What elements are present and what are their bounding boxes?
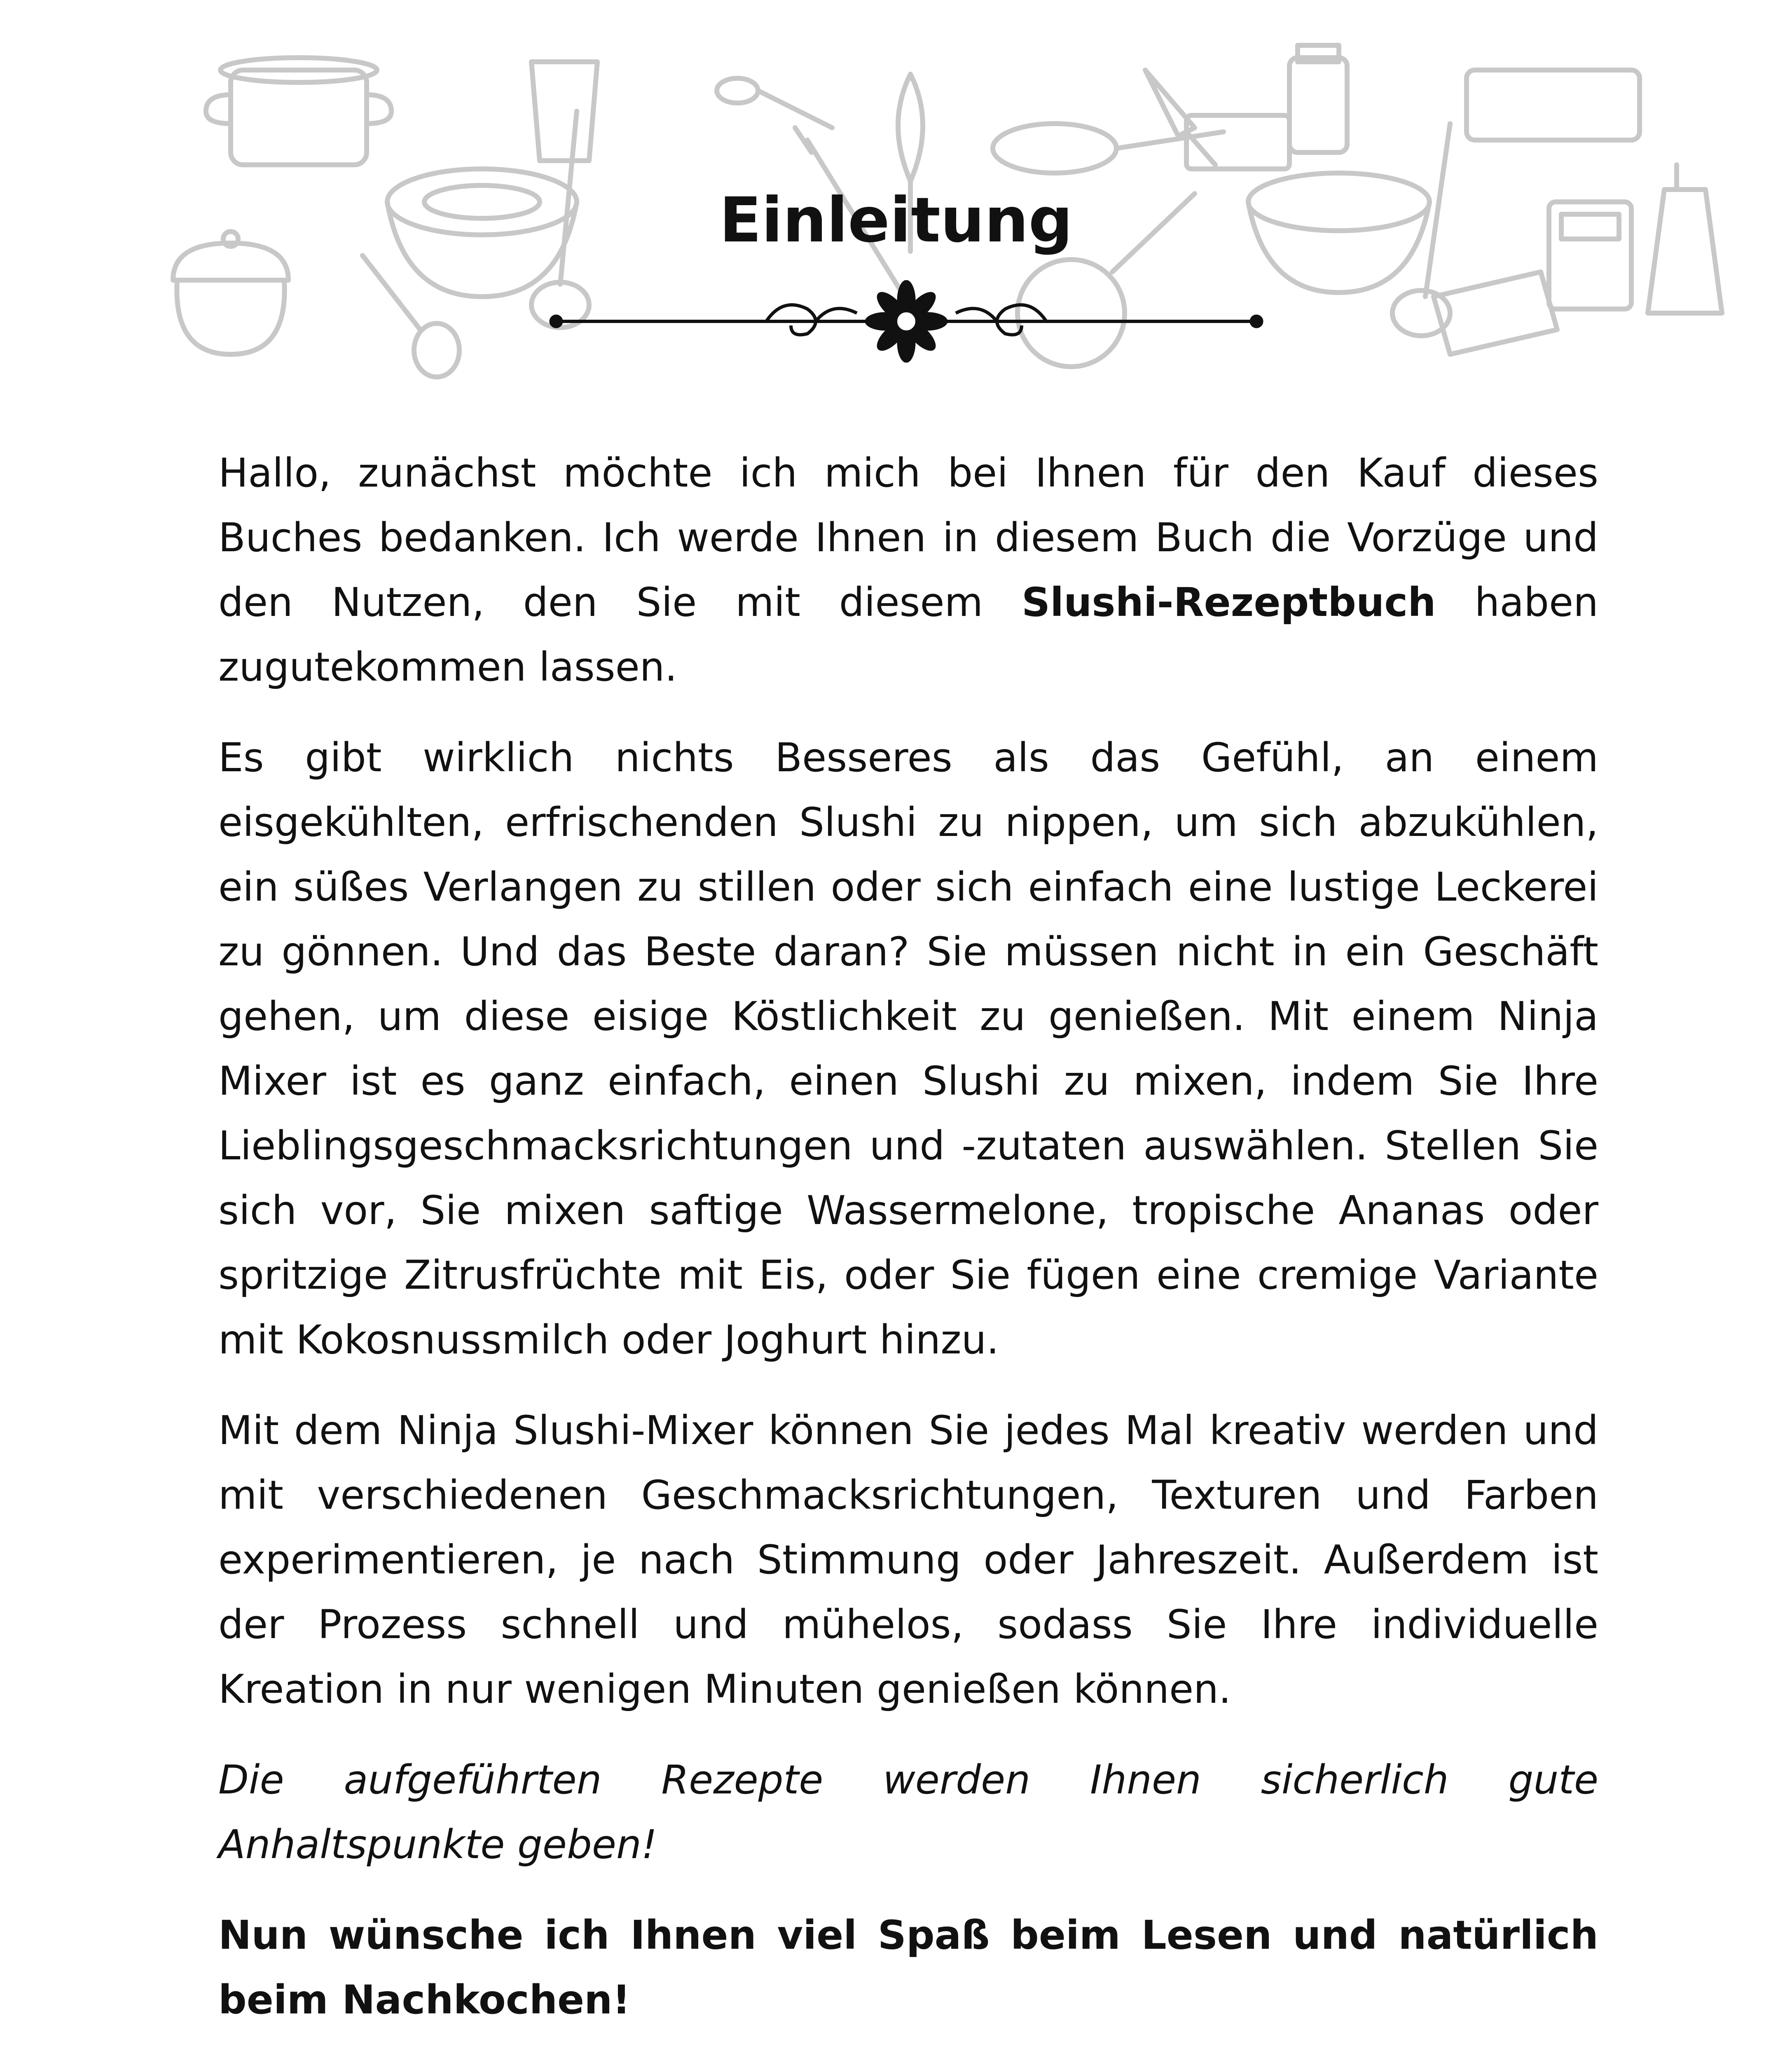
jar-icon bbox=[1289, 45, 1347, 152]
page-title: Einleitung bbox=[719, 185, 1073, 256]
flower-divider-icon bbox=[536, 280, 1277, 363]
glass-icon bbox=[531, 62, 597, 161]
title-ornament bbox=[536, 280, 1277, 363]
cake-pan-icon bbox=[1467, 70, 1640, 140]
closing-paragraph: Nun wünsche ich Ihnen viel Spaß beim Lesen und natürlich beim Nachkochen! bbox=[218, 1912, 1598, 2023]
cutting-board-icon bbox=[1186, 115, 1289, 169]
paragraph-4: Die aufgeführten Rezepte werden Ihnen sicherlich gute Anhaltspunkte geben! bbox=[218, 1757, 1598, 1868]
cooking-pot-icon bbox=[206, 58, 391, 165]
intro-text bbox=[218, 441, 1598, 2058]
spoon-icon bbox=[717, 78, 832, 128]
paragraph-2: Es gibt wirklich nichts Besseres als das Gefühl, an einem eisgekühlten, erfrischenden Slushi zu nippen, um sich abzukühlen, ein süßes Verlangen zu stillen oder sich einfach eine lustige Leckerei zu gönnen. Und das Beste daran? Sie müssen nicht in ein Geschäft gehen, um diese eisige Köstlichkeit zu genießen. Mit einem Ninja Mixer ist es ganz einfach, einen Slushi zu mixen, indem Sie Ihre Lieblingsgeschmacksrichtungen und -zutaten auswählen. Stellen Sie sich vor, Sie mixen saftige Wassermelone, tropische Ananas oder spritzige Zitrusfrüchte mit Eis, oder Sie fügen eine cremige Variante mit Kokosnussmilch oder Joghurt hinzu. bbox=[218, 735, 1598, 1363]
book-title-emphasis: Slushi-Rezeptbuch bbox=[1022, 579, 1436, 625]
paragraph-1: Hallo, zunächst möchte ich mich bei Ihnen für den Kauf dieses Buches bedanken. Ich werde Ihnen in diesem Buch die Vorzüge und den Nutzen, den Sie mit diesem Slushi-Rezeptbuch haben zugutekommen lassen. bbox=[218, 450, 1599, 690]
paragraph-3: Mit dem Ninja Slushi-Mixer können Sie jedes Mal kreativ werden und mit verschiedenen Geschmacksrichtungen, Texturen und Farben experimentieren, je nach Stimmung oder Jahreszeit. Außerdem ist der Prozess schnell und mühelos, sodass Sie Ihre individuelle Kreation in nur wenigen Minuten genießen können. bbox=[218, 1407, 1598, 1712]
skimmer-icon bbox=[363, 255, 459, 377]
